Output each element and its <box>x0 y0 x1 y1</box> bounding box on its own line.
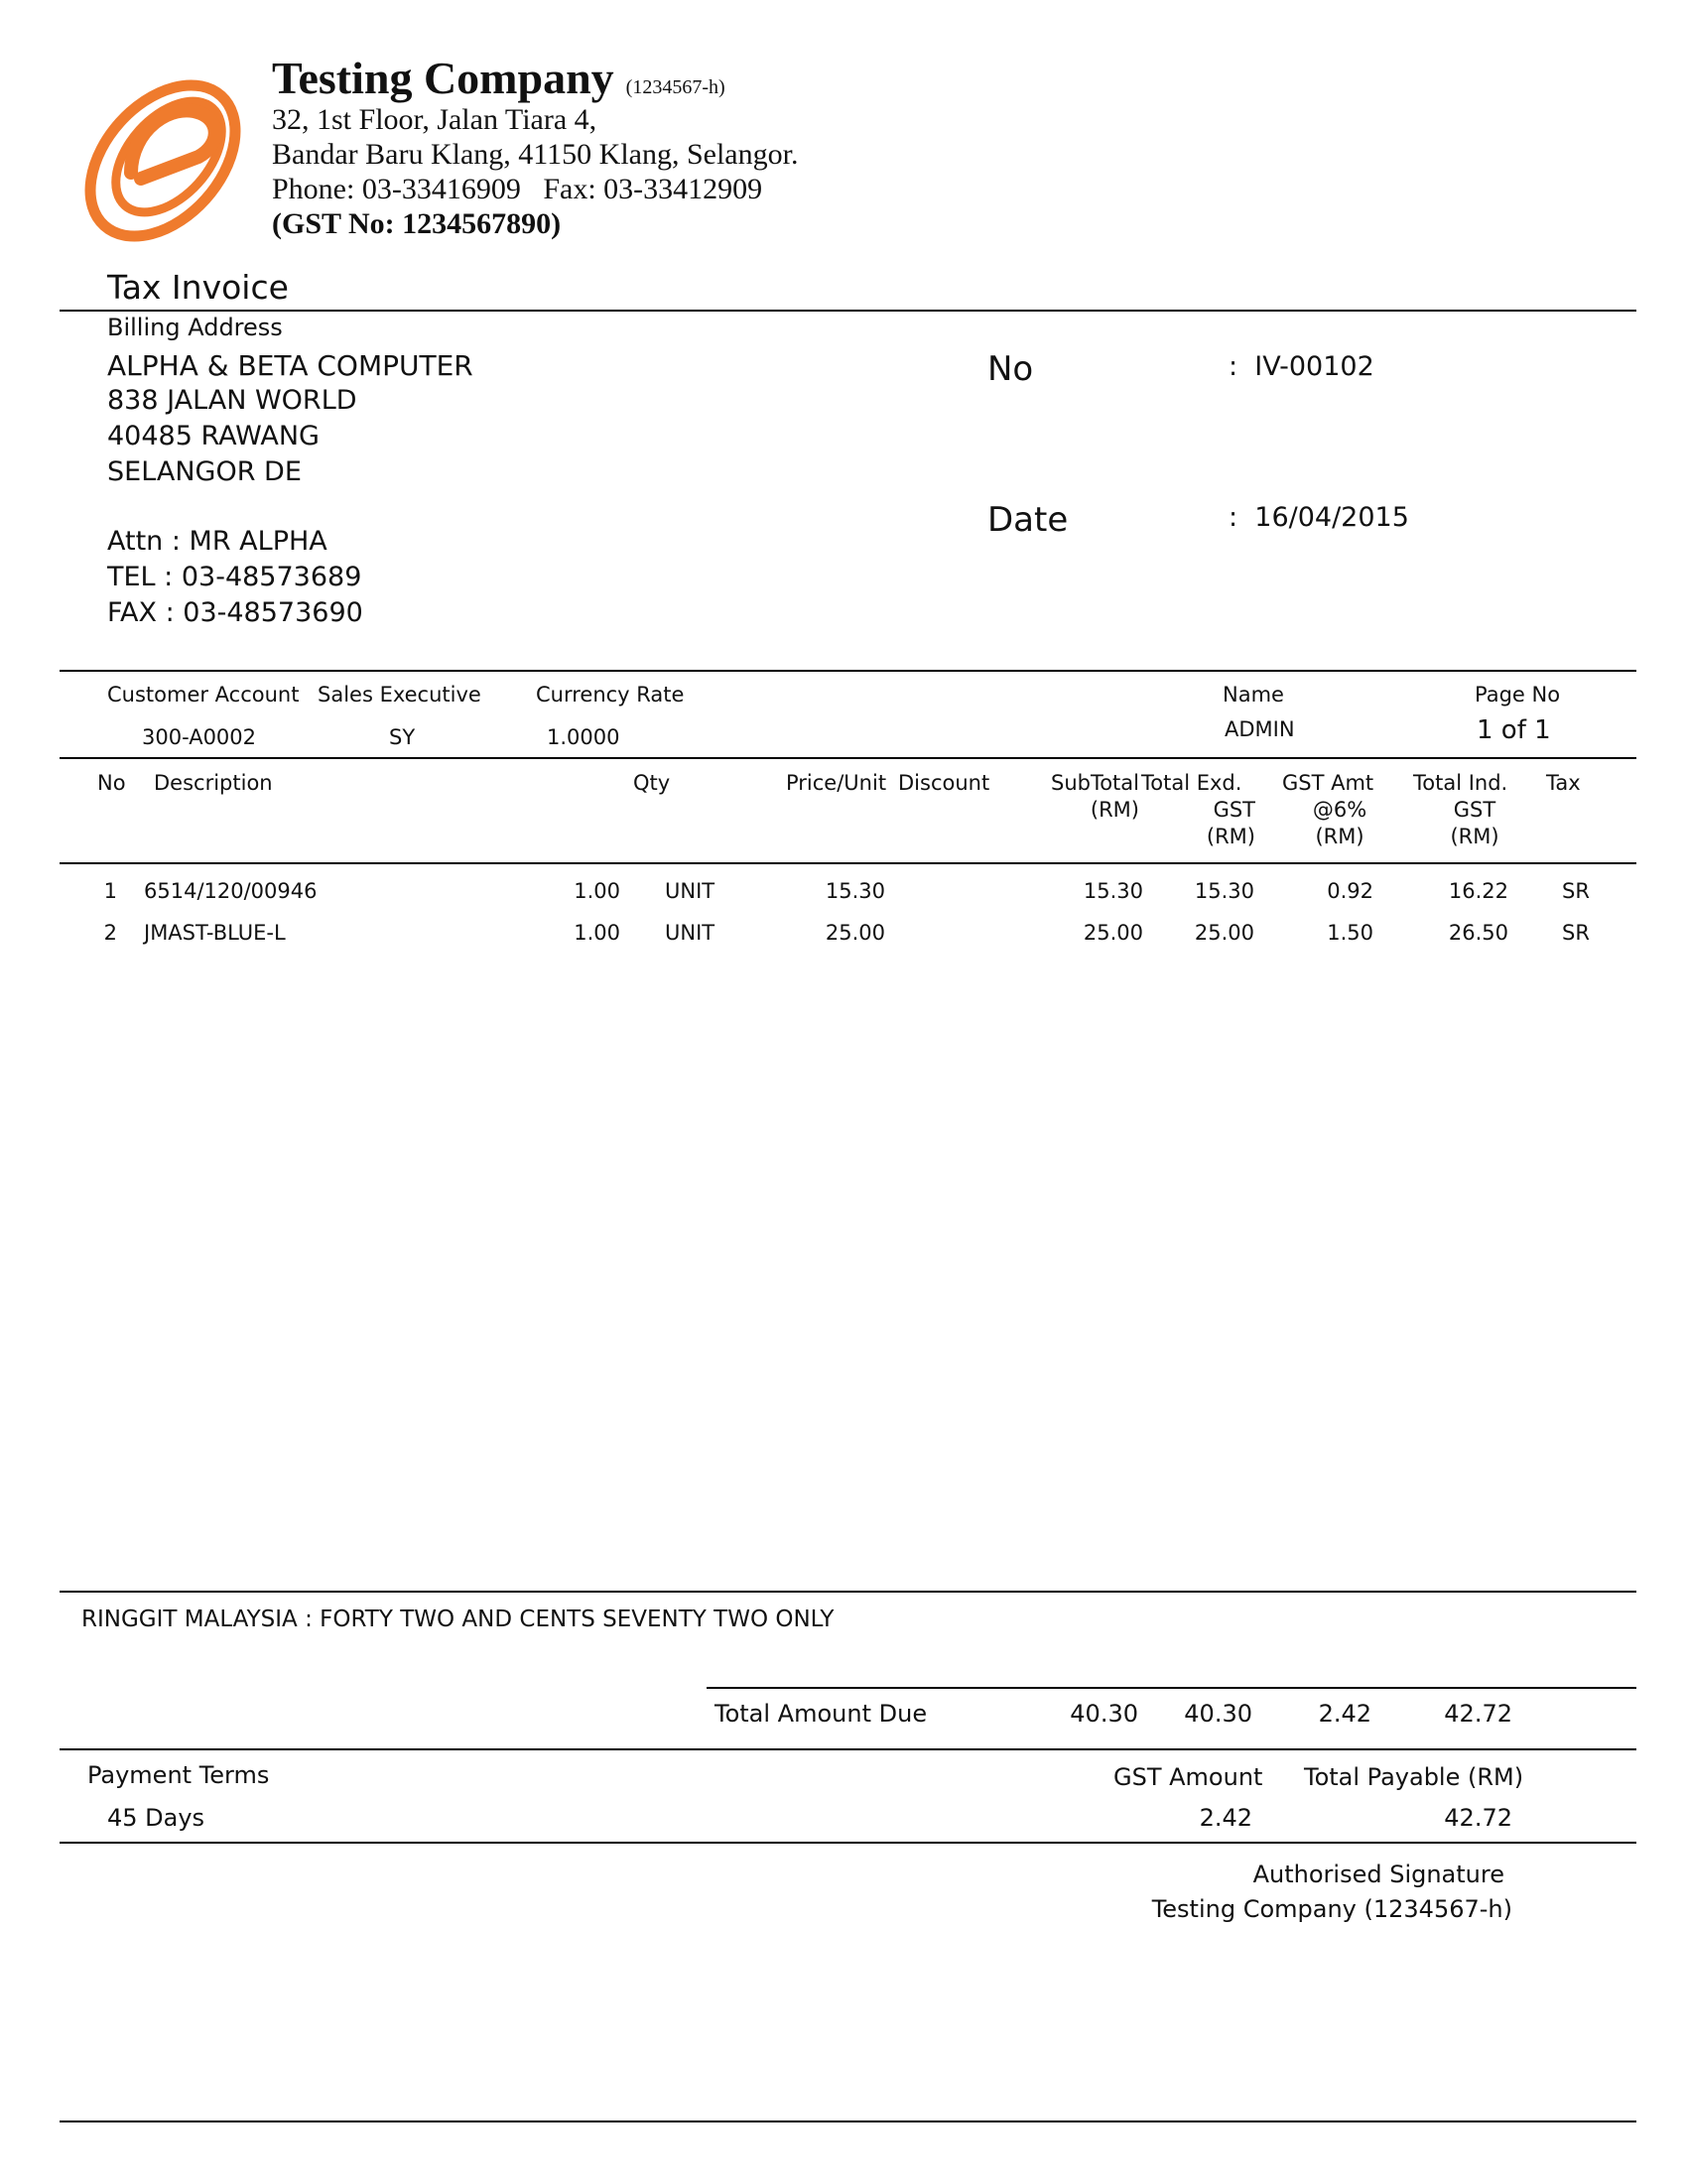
col-subtotal <box>1032 770 1139 824</box>
company-reg-no: (1234567-h) <box>625 76 725 98</box>
sales-executive-label: Sales Executive <box>318 683 481 707</box>
company-logo <box>71 62 260 250</box>
item-tax: SR <box>1562 921 1590 945</box>
divider <box>60 670 1636 672</box>
col-total-exd-line2: GST <box>1213 798 1255 822</box>
company-gst-no: (GST No: 1234567890) <box>272 207 562 240</box>
divider <box>60 2120 1636 2122</box>
table-row <box>0 921 1687 951</box>
company-name: Testing Company <box>272 53 614 103</box>
company-phone-fax: Phone: 03-33416909 Fax: 03-33412909 <box>272 173 763 205</box>
total-subtotal: 40.30 <box>1070 1700 1138 1728</box>
sales-executive-value: SY <box>389 725 416 749</box>
total-ind: 42.72 <box>1444 1700 1512 1728</box>
total-gst: 2.42 <box>1318 1700 1371 1728</box>
total-amount-due-label: Total Amount Due <box>714 1700 928 1728</box>
item-total-exd: 25.00 <box>1194 921 1254 945</box>
billing-address-line1: 838 JALAN WORLD <box>107 385 357 416</box>
col-gst-amt-line1: GST Amt <box>1282 771 1374 795</box>
col-total-ind-line1: Total Ind. <box>1413 771 1508 795</box>
payment-terms-label: Payment Terms <box>87 1761 270 1789</box>
currency-rate-value: 1.0000 <box>547 725 620 749</box>
page-no-label: Page No <box>1475 683 1561 707</box>
signature-company: Testing Company (1234567-h) <box>1151 1895 1512 1923</box>
name-value: ADMIN <box>1225 717 1295 741</box>
col-total-exd-line1: Total Exd. <box>1141 771 1242 795</box>
gst-amount-label: GST Amount <box>1113 1763 1263 1791</box>
divider <box>60 862 1636 864</box>
gst-amount-value: 2.42 <box>1199 1804 1252 1832</box>
item-gst: 1.50 <box>1327 921 1373 945</box>
name-label: Name <box>1223 683 1284 707</box>
billing-address-line3: SELANGOR DE <box>107 456 302 487</box>
col-total-exd <box>1141 770 1255 850</box>
amount-in-words: RINGGIT MALAYSIA : FORTY TWO AND CENTS SEVENTY TWO ONLY <box>81 1606 835 1632</box>
currency-rate-label: Currency Rate <box>536 683 685 707</box>
company-heading <box>272 52 725 104</box>
item-qty: 1.00 <box>574 879 620 903</box>
company-address-line1: 32, 1st Floor, Jalan Tiara 4, <box>272 103 597 136</box>
col-gst-amt-line2: @6% <box>1312 798 1367 822</box>
item-description: JMAST-BLUE-L <box>144 921 286 945</box>
item-price: 15.30 <box>825 879 885 903</box>
billing-fax: FAX : 03-48573690 <box>107 597 363 628</box>
customer-account-label: Customer Account <box>107 683 300 707</box>
col-total-ind <box>1407 770 1516 850</box>
payment-terms-value: 45 Days <box>107 1804 205 1832</box>
billing-attn: Attn : MR ALPHA <box>107 526 327 557</box>
divider <box>60 757 1636 759</box>
col-price-unit: Price/Unit <box>786 771 887 795</box>
item-uom: UNIT <box>665 921 715 945</box>
item-total-ind: 16.22 <box>1448 879 1508 903</box>
col-total-exd-line3: (RM) <box>1206 825 1255 848</box>
col-tax: Tax <box>1546 771 1581 795</box>
total-exd: 40.30 <box>1184 1700 1252 1728</box>
billing-address-line2: 40485 RAWANG <box>107 421 320 451</box>
col-total-ind-line3: (RM) <box>1450 825 1499 848</box>
col-subtotal-line2: (RM) <box>1090 798 1139 822</box>
item-total-exd: 15.30 <box>1194 879 1254 903</box>
customer-account-value: 300-A0002 <box>142 725 257 749</box>
total-payable-label: Total Payable (RM) <box>1304 1763 1524 1791</box>
item-no: 1 <box>103 879 117 903</box>
billing-heading: Billing Address <box>107 314 283 341</box>
invoice-date-label: Date <box>987 500 1069 540</box>
divider <box>60 1591 1636 1593</box>
invoice-date-value: : 16/04/2015 <box>1229 502 1409 533</box>
col-no: No <box>97 771 126 795</box>
divider <box>60 1842 1636 1844</box>
company-address-line2: Bandar Baru Klang, 41150 Klang, Selangor. <box>272 138 799 171</box>
item-price: 25.00 <box>825 921 885 945</box>
totals-divider <box>707 1687 1636 1689</box>
invoice-no-label: No <box>987 349 1034 389</box>
logo-e-icon <box>71 62 260 250</box>
page-no-value: 1 of 1 <box>1477 715 1551 745</box>
col-description: Description <box>154 771 273 795</box>
item-total-ind: 26.50 <box>1448 921 1508 945</box>
item-qty: 1.00 <box>574 921 620 945</box>
col-subtotal-line1: SubTotal <box>1050 771 1139 795</box>
authorised-signature-label: Authorised Signature <box>1252 1861 1504 1888</box>
item-no: 2 <box>103 921 117 945</box>
billing-name: ALPHA & BETA COMPUTER <box>107 349 473 382</box>
table-row <box>0 879 1687 909</box>
col-qty: Qty <box>633 771 671 795</box>
item-subtotal: 25.00 <box>1083 921 1143 945</box>
total-payable-value: 42.72 <box>1444 1804 1512 1832</box>
invoice-no-value: : IV-00102 <box>1229 351 1374 382</box>
divider <box>60 1748 1636 1750</box>
col-gst-amt <box>1270 770 1379 850</box>
col-total-ind-line2: GST <box>1453 798 1496 822</box>
billing-tel: TEL : 03-48573689 <box>107 562 362 592</box>
document-title: Tax Invoice <box>107 268 289 307</box>
item-uom: UNIT <box>665 879 715 903</box>
item-subtotal: 15.30 <box>1083 879 1143 903</box>
col-gst-amt-line3: (RM) <box>1315 825 1364 848</box>
col-discount: Discount <box>898 771 990 795</box>
item-description: 6514/120/00946 <box>144 879 318 903</box>
divider <box>60 310 1636 312</box>
item-gst: 0.92 <box>1327 879 1373 903</box>
item-tax: SR <box>1562 879 1590 903</box>
